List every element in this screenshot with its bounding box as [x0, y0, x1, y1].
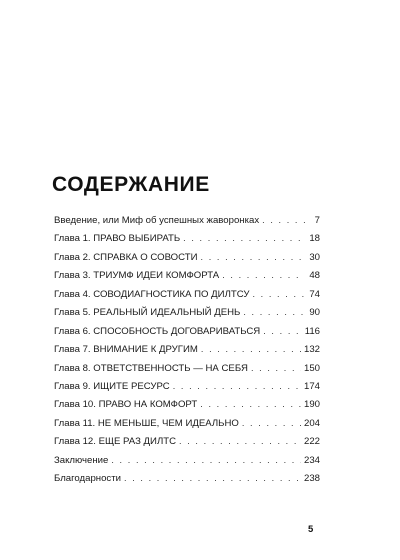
dot-leader [111, 451, 301, 469]
toc-entry-page: 48 [309, 270, 320, 282]
toc-entry-introduction[interactable] [54, 211, 320, 229]
toc-entry-page: 190 [303, 399, 320, 411]
toc-entry-chapter-4[interactable] [54, 285, 320, 303]
toc-entry-label: Введение, или Миф об успешных жаворонках [54, 215, 260, 226]
dot-leader [201, 248, 306, 266]
toc-entry-chapter-2[interactable] [54, 248, 320, 266]
toc-entry-label: Глава 10. ПРАВО НА КОМФОРТ [54, 399, 198, 411]
toc-entry-chapter-8[interactable] [54, 359, 320, 377]
toc-entry-page: 150 [303, 362, 320, 374]
toc-entry-label: Заключение [54, 454, 109, 466]
dot-leader [243, 303, 305, 321]
toc-entry-page: 7 [314, 215, 320, 226]
dot-leader [242, 414, 301, 432]
toc-entry-label: Глава 1. ПРАВО ВЫБИРАТЬ [54, 233, 181, 245]
toc-entry-conclusion[interactable] [54, 451, 320, 469]
toc-entry-acknowledgements[interactable] [54, 469, 320, 487]
toc-entry-page: 90 [309, 307, 320, 319]
toc-entry-label: Глава 6. СПОСОБНОСТЬ ДОГОВАРИВАТЬСЯ [54, 325, 261, 337]
toc-entry-label: Глава 12. ЕЩЕ РАЗ ДИЛТС [54, 436, 177, 448]
dot-leader [183, 229, 305, 247]
toc-entry-page: 222 [303, 436, 320, 448]
toc-entry-label: Глава 9. ИЩИТЕ РЕСУРС [54, 380, 170, 392]
toc-entry-page: 116 [304, 325, 320, 337]
toc-entry-label: Глава 4. СОВОДИАГНОСТИКА ПО ДИЛТСУ [54, 288, 250, 300]
toc-entry-chapter-3[interactable] [54, 266, 320, 284]
toc-entry-page: 204 [303, 417, 320, 429]
toc-entry-page: 234 [303, 454, 320, 466]
dot-leader [262, 211, 305, 229]
table-of-contents [54, 211, 320, 488]
toc-entry-label: Благодарности [54, 473, 121, 485]
toc-entry-chapter-1[interactable] [54, 229, 320, 247]
toc-entry-label: Глава 8. ОТВЕТСТВЕННОСТЬ — НА СЕБЯ [54, 362, 248, 374]
dot-leader [252, 285, 305, 303]
dot-leader [173, 377, 301, 395]
dot-leader [263, 322, 301, 340]
toc-entry-chapter-11[interactable] [54, 414, 320, 432]
dot-leader [201, 340, 301, 358]
page-title: СОДЕРЖАНИЕ [52, 173, 210, 196]
dot-leader [179, 432, 301, 450]
toc-entry-label: Глава 5. РЕАЛЬНЫЙ ИДЕАЛЬНЫЙ ДЕНЬ [54, 307, 241, 319]
toc-entry-page: 238 [303, 473, 320, 485]
toc-entry-page: 74 [309, 288, 320, 300]
toc-entry-label: Глава 7. ВНИМАНИЕ К ДРУГИМ [54, 344, 198, 356]
toc-entry-chapter-7[interactable] [54, 340, 320, 358]
toc-entry-chapter-10[interactable] [54, 395, 320, 413]
page-number: 5 [308, 524, 314, 535]
toc-entry-page: 18 [309, 233, 320, 245]
dot-leader [124, 469, 301, 487]
toc-entry-label: Глава 2. СПРАВКА О СОВОСТИ [54, 251, 198, 263]
dot-leader [222, 266, 305, 284]
toc-entry-page: 174 [303, 380, 320, 392]
toc-entry-chapter-9[interactable] [54, 377, 320, 395]
toc-entry-chapter-12[interactable] [54, 432, 320, 450]
toc-entry-page: 30 [309, 251, 320, 263]
dot-leader [200, 395, 301, 413]
toc-entry-label: Глава 11. НЕ МЕНЬШЕ, ЧЕМ ИДЕАЛЬНО [54, 417, 239, 429]
toc-entry-label: Глава 3. ТРИУМФ ИДЕИ КОМФОРТА [54, 270, 220, 282]
toc-entry-chapter-6[interactable] [54, 322, 320, 340]
toc-entry-chapter-5[interactable] [54, 303, 320, 321]
toc-entry-page: 132 [303, 344, 320, 356]
dot-leader [251, 359, 301, 377]
